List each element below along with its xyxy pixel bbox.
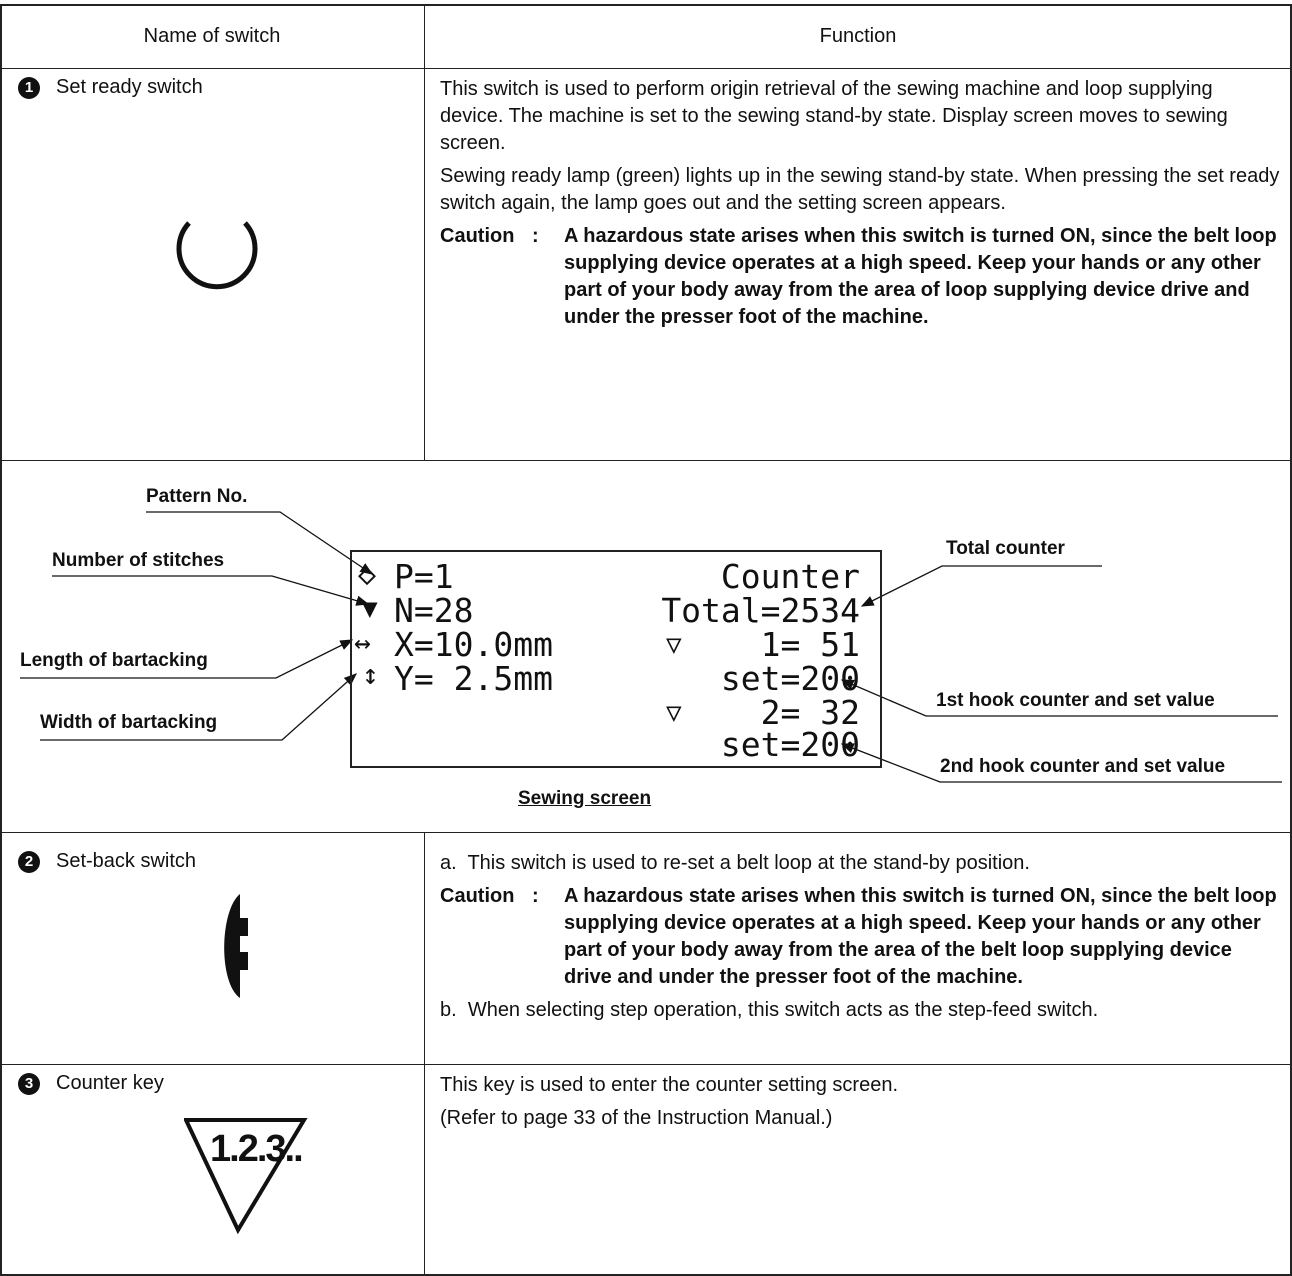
horizontal-arrow-icon: ↔ bbox=[354, 626, 371, 659]
row2-function bbox=[440, 850, 1280, 1030]
needle-icon: ▼ bbox=[362, 594, 378, 624]
row2-number: 2 bbox=[18, 851, 40, 873]
row3-name-label: Counter key bbox=[56, 1072, 164, 1094]
row2-caution-colon: : bbox=[532, 885, 539, 907]
row3-function bbox=[440, 1072, 1280, 1138]
row1-number: 1 bbox=[18, 77, 40, 99]
pattern-diamond-icon: ◇ bbox=[358, 557, 377, 592]
sewing-screen-caption: Sewing screen bbox=[518, 788, 652, 809]
vertical-arrow-icon: ↕ bbox=[362, 658, 379, 691]
lcd-hook2: 2= 32 bbox=[760, 693, 860, 732]
label-total-counter: Total counter bbox=[946, 538, 1065, 559]
hook2-triangle-icon: ▽ bbox=[666, 698, 682, 728]
hook1-triangle-icon: ▽ bbox=[666, 630, 682, 660]
lcd-counter-title: Counter bbox=[720, 557, 860, 596]
label-width: Width of bartacking bbox=[40, 712, 218, 733]
counter-triangle-icon bbox=[184, 1116, 320, 1236]
row3-para1: This key is used to enter the counter setting screen. bbox=[440, 1074, 899, 1096]
row2-item-a: a. This switch is used to re-set a belt loop at the stand-by position. bbox=[440, 852, 1030, 874]
lcd-set1: set=200 bbox=[720, 659, 860, 698]
label-stitches: Number of stitches bbox=[52, 550, 225, 571]
row3-name bbox=[18, 1072, 164, 1095]
row3-number: 3 bbox=[18, 1073, 40, 1095]
row2-caution-label: Caution bbox=[440, 885, 515, 907]
header-name: Name of switch bbox=[143, 24, 281, 47]
row2-item-b: b. When selecting step operation, this switch acts as the step-feed switch. bbox=[440, 999, 1099, 1021]
lcd-set2: set=200 bbox=[720, 725, 860, 764]
label-hook1: 1st hook counter and set value bbox=[936, 690, 1215, 711]
row1-para1: This switch is used to perform origin retrieval of the sewing machine and loop supplying device. The machine is set to the sewing stand-by state. Display screen moves to sewing screen. bbox=[440, 78, 1228, 154]
row2-name-label: Set-back switch bbox=[56, 850, 197, 872]
lcd-stitches: N=28 bbox=[394, 591, 474, 630]
row3-para2: (Refer to page 33 of the Instruction Manual.) bbox=[440, 1107, 833, 1129]
label-length: Length of bartacking bbox=[20, 650, 208, 671]
row2-name bbox=[18, 850, 196, 873]
row2-caution-text: A hazardous state arises when this switch is turned ON, since the belt loop supplying device operates at a high speed. Keep your hands or any other part of your body away from the area of the belt loop supplying device drive and under the presser foot of the machine. bbox=[564, 885, 1277, 988]
lcd-width: Y= 2.5mm bbox=[394, 659, 553, 698]
set-back-bracket-icon bbox=[214, 890, 254, 1002]
row1-caution-text: A hazardous state arises when this switch is turned ON, since the belt loop supplying device operates at a high speed. Keep your hands or any other part of your body away from the area of loop supplying device drive and under the presser foot of the machine. bbox=[564, 225, 1277, 328]
row1-caution-colon: : bbox=[532, 225, 539, 247]
lcd-pattern: P=1 bbox=[394, 557, 454, 596]
counter-icon-text: 1.2.3.. bbox=[210, 1128, 302, 1170]
row1-name-label: Set ready switch bbox=[56, 76, 203, 98]
lcd-total: Total=2534 bbox=[661, 591, 860, 630]
row1-caution-label: Caution bbox=[440, 225, 515, 247]
lcd-length: X=10.0mm bbox=[394, 625, 553, 664]
label-hook2: 2nd hook counter and set value bbox=[940, 756, 1226, 777]
header-function: Function bbox=[819, 24, 897, 47]
lcd-hook1: 1= 51 bbox=[760, 625, 860, 664]
row2-caution bbox=[440, 883, 1280, 991]
row1-para2: Sewing ready lamp (green) lights up in the sewing stand-by state. When pressing the set ready switch again, the lamp goes out and the setting screen appears. bbox=[440, 165, 1280, 214]
label-pattern-no: Pattern No. bbox=[146, 486, 248, 507]
